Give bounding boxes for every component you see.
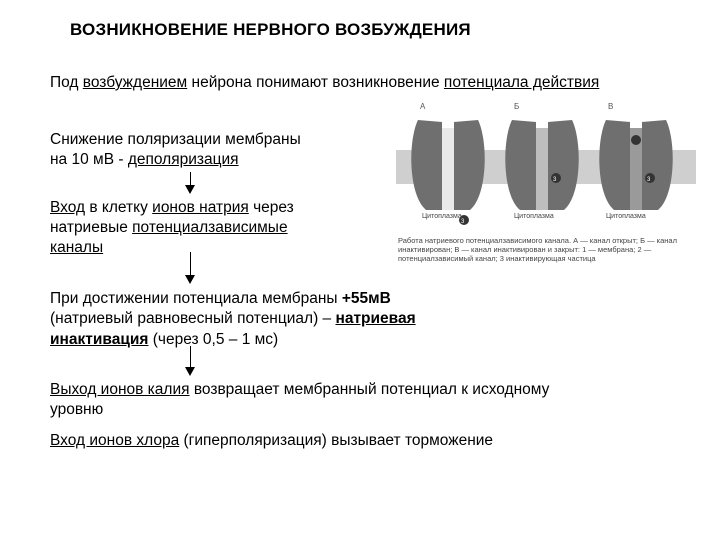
sodium-line2: натриевые потенциалзависимые xyxy=(50,219,288,236)
sodium-line1: Вход в клетку ионов натрия через xyxy=(50,199,294,216)
sodium-line3: каналы xyxy=(50,239,104,256)
channel-panel-c xyxy=(599,102,672,210)
term-voltage-gated: потенциалзависимые xyxy=(132,219,288,236)
membrane-label-c: Цитоплазма xyxy=(606,213,646,220)
term-depolarization: деполяризация xyxy=(127,151,239,168)
channel-panel-b xyxy=(505,102,578,210)
value-55mv: +55мВ xyxy=(341,290,391,307)
potassium-line1: Выход ионов калия возвращает мембранный потенциал к исходному xyxy=(50,381,550,398)
sodium-channel-figure xyxy=(396,100,696,280)
membrane-label-a: Цитоплазма xyxy=(422,213,462,220)
page-title: ВОЗНИКНОВЕНИЕ НЕРВНОГО ВОЗБУЖДЕНИЯ xyxy=(70,20,471,39)
panel-label-c: В xyxy=(608,102,614,111)
panel-label-b: Б xyxy=(514,102,520,111)
term-potassium-exit: Выход ионов калия xyxy=(50,381,190,398)
intro-text: Под возбуждением нейрона понимают возникновение потенциала действия xyxy=(50,74,600,91)
term-excitation: возбуждением xyxy=(82,74,188,91)
term-action-potential: потенциала действия xyxy=(443,74,600,91)
term-sodium-ions: ионов натрия xyxy=(152,199,249,216)
term-chlorine-entry: Вход ионов хлора xyxy=(50,432,180,449)
term-sodium-inactivation: натриевая xyxy=(335,310,416,327)
flow-arrow-3 xyxy=(190,346,191,374)
depolarization-line2: на 10 мВ - деполяризация xyxy=(50,151,239,168)
membrane-label-b: Цитоплазма xyxy=(514,213,554,220)
inactivation-line3: инактивация (через 0,5 – 1 мс) xyxy=(50,331,279,348)
figure-caption: Работа натриевого потенциалзависимого канала. А — канал открыт; Б — канал инактивирован; В — канал инактивирован и закрыт: 1 — мембрана; 2 — потенциалзависимый канал; 3 инактивирующая частица xyxy=(398,236,677,263)
channel-panel-a xyxy=(411,102,484,225)
chlorine-line: Вход ионов хлора (гиперполяризация) вызывает торможение xyxy=(50,432,494,449)
inactivation-line2: (натриевый равновесный потенциал) – натриевая xyxy=(50,310,416,327)
flow-arrow-1 xyxy=(190,172,191,192)
svg-text:3: 3 xyxy=(647,177,651,183)
flow-arrow-2 xyxy=(190,252,191,282)
potassium-line2: уровню xyxy=(50,401,104,418)
inactivation-line1: При достижении потенциала мембраны +55мВ xyxy=(50,290,391,307)
panel-label-a: А xyxy=(420,102,426,111)
term-entry: Вход xyxy=(50,199,86,216)
svg-text:3: 3 xyxy=(553,177,557,183)
sodium-channel-illustration xyxy=(396,100,696,240)
svg-text:3: 3 xyxy=(461,219,465,225)
depolarization-line1: Снижение поляризации мембраны xyxy=(50,131,301,148)
